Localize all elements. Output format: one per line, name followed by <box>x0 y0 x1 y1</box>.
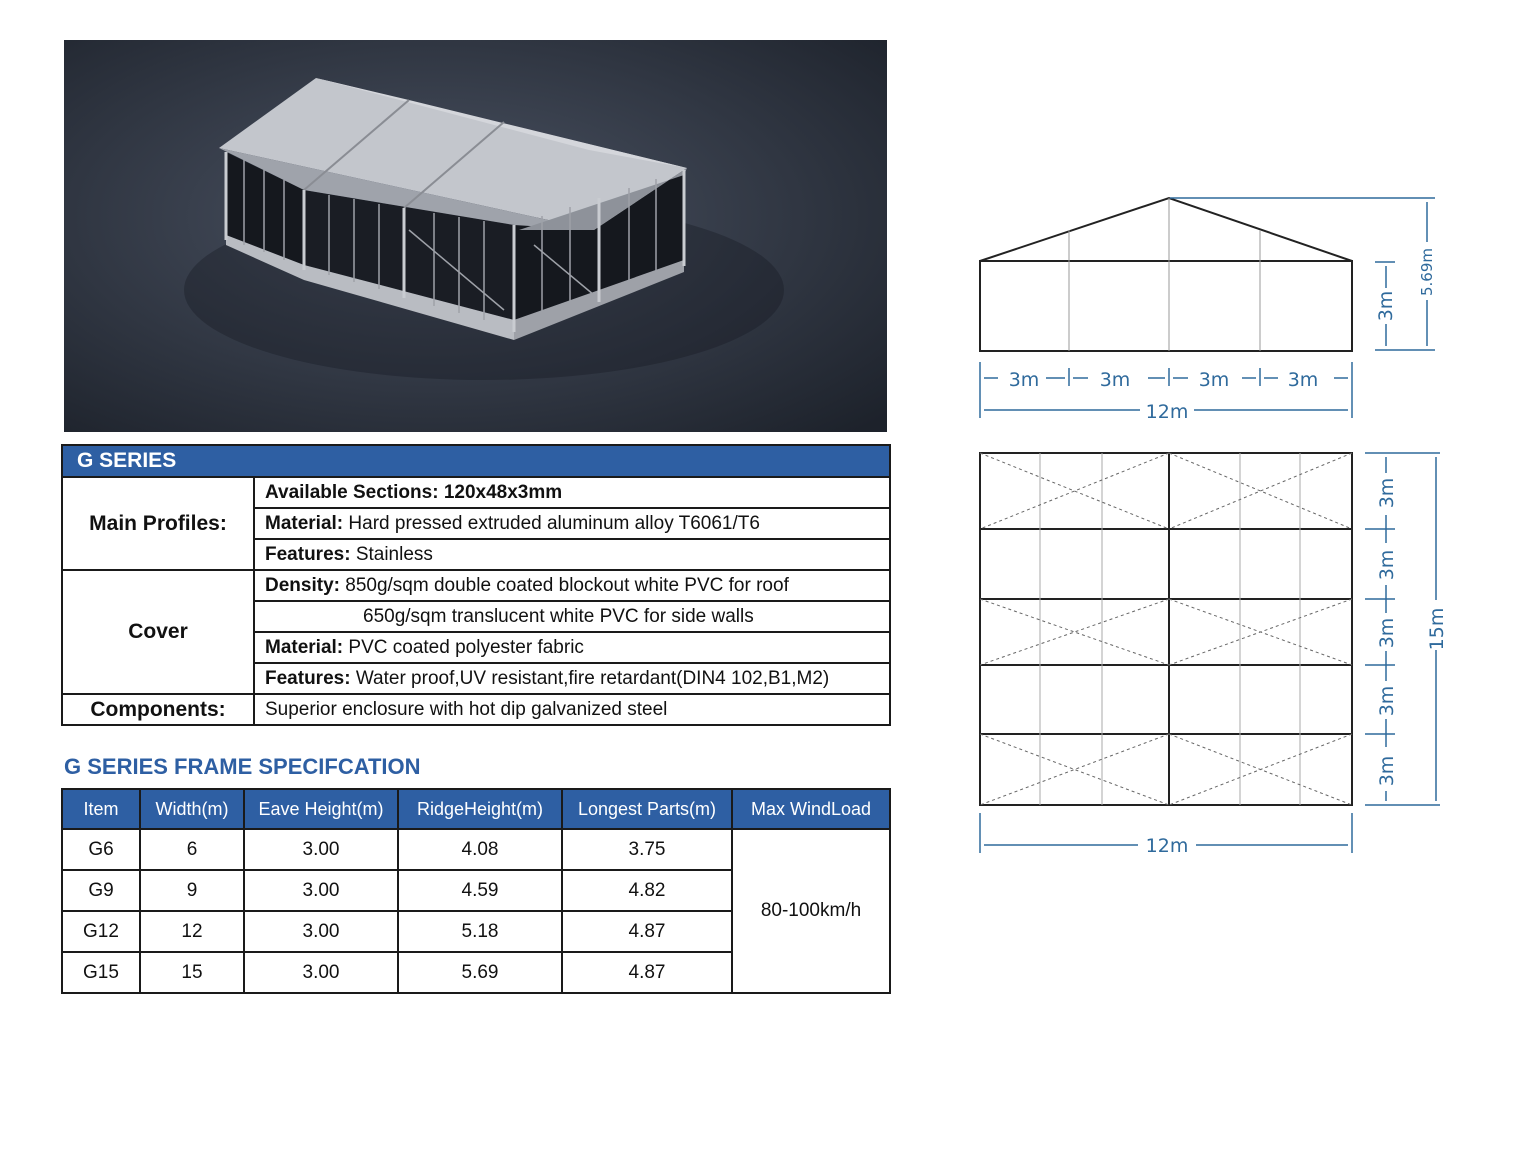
cell-item: G6 <box>62 829 140 870</box>
cell-eave: 3.00 <box>244 911 398 952</box>
front-total-width: 12m <box>1145 401 1189 423</box>
cell-eave: 3.00 <box>244 829 398 870</box>
front-bay-dim: 3m <box>1008 369 1040 391</box>
front-elevation-drawing <box>970 190 1450 430</box>
col-header: Item <box>62 789 140 829</box>
spec-row: Superior enclosure with hot dip galvanized steel <box>254 694 890 725</box>
cell-longest: 4.87 <box>562 952 732 993</box>
spec-table-title: G SERIES <box>62 445 890 477</box>
plan-bay-dim: 3m <box>1376 755 1398 787</box>
plan-total-width: 12m <box>1145 835 1189 857</box>
cell-eave: 3.00 <box>244 870 398 911</box>
spec-row: Density: 850g/sqm double coated blockout white PVC for roof <box>254 570 890 601</box>
tent-product-image <box>64 40 887 432</box>
spec-row: Features: Water proof,UV resistant,fire retardant(DIN4 102,B1,M2) <box>254 663 890 694</box>
spec-row: 650g/sqm translucent white PVC for side walls <box>254 601 890 632</box>
plan-view-drawing <box>970 445 1450 865</box>
col-header: Eave Height(m) <box>244 789 398 829</box>
plan-bay-dim: 3m <box>1376 549 1398 581</box>
frame-spec-title: G SERIES FRAME SPECIFCATION <box>64 754 421 779</box>
front-bay-dim: 3m <box>1099 369 1131 391</box>
plan-bay-dim: 3m <box>1376 685 1398 717</box>
cell-ridge: 4.08 <box>398 829 562 870</box>
front-bay-dim: 3m <box>1287 369 1319 391</box>
g-series-spec-table <box>61 444 891 726</box>
spec-row: Features: Stainless <box>254 539 890 570</box>
plan-total-length: 15m <box>1426 607 1448 651</box>
spec-row: Available Sections: 120x48x3mm <box>254 477 890 508</box>
cell-windload: 80-100km/h <box>732 829 890 993</box>
spec-row: Material: PVC coated polyester fabric <box>254 632 890 663</box>
cell-width: 15 <box>140 952 244 993</box>
cell-width: 12 <box>140 911 244 952</box>
cell-longest: 4.87 <box>562 911 732 952</box>
cell-width: 9 <box>140 870 244 911</box>
cell-item: G15 <box>62 952 140 993</box>
category-main-profiles: Main Profiles: <box>62 477 254 570</box>
plan-bay-dim: 3m <box>1376 617 1398 649</box>
front-bay-dim: 3m <box>1198 369 1230 391</box>
spec-row: Material: Hard pressed extruded aluminum alloy T6061/T6 <box>254 508 890 539</box>
cell-width: 6 <box>140 829 244 870</box>
col-header: Max WindLoad <box>732 789 890 829</box>
cell-ridge: 5.69 <box>398 952 562 993</box>
cell-ridge: 5.18 <box>398 911 562 952</box>
front-ridge-height: 5.69m <box>1418 247 1436 297</box>
cell-ridge: 4.59 <box>398 870 562 911</box>
frame-spec-table <box>61 788 891 994</box>
cell-item: G12 <box>62 911 140 952</box>
cell-eave: 3.00 <box>244 952 398 993</box>
cell-longest: 3.75 <box>562 829 732 870</box>
category-cover: Cover <box>62 570 254 694</box>
col-header: Width(m) <box>140 789 244 829</box>
col-header: RidgeHeight(m) <box>398 789 562 829</box>
cell-item: G9 <box>62 870 140 911</box>
col-header: Longest Parts(m) <box>562 789 732 829</box>
plan-bay-dim: 3m <box>1376 477 1398 509</box>
table-row <box>62 829 890 870</box>
front-eave-height: 3m <box>1375 290 1397 322</box>
category-components: Components: <box>62 694 254 725</box>
cell-longest: 4.82 <box>562 870 732 911</box>
